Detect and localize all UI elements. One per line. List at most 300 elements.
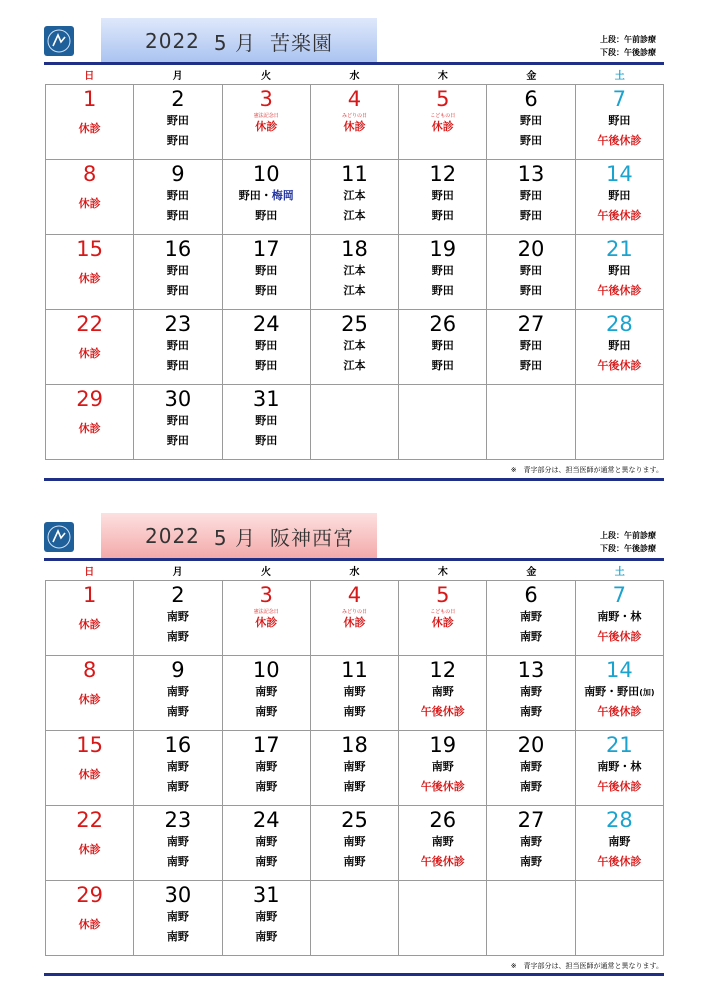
- day-number: 15: [76, 237, 103, 261]
- closed-label: 休診: [78, 693, 101, 706]
- header-rule: [44, 62, 664, 65]
- morning-doctor: [134, 907, 221, 927]
- calendar-day-cell: [134, 731, 222, 806]
- calendar-day-cell: [46, 656, 134, 731]
- weekday-label: 月: [172, 71, 183, 82]
- weekday-label: 月: [172, 567, 183, 578]
- day-number: 21: [605, 733, 633, 757]
- afternoon-doctor: 南野: [255, 930, 278, 943]
- day-number: [399, 883, 486, 907]
- calendar-day-cell: [487, 385, 575, 460]
- closed-label: 休診: [78, 843, 101, 856]
- day-number: 24: [252, 808, 280, 832]
- day-number: [576, 883, 663, 907]
- calendar-grid: [45, 84, 664, 460]
- morning-doctor-name: 南野: [343, 835, 366, 848]
- afternoon-doctor: 江本: [343, 209, 366, 222]
- morning-doctor-name: 南野: [166, 760, 189, 773]
- calendar-day-cell: [310, 881, 398, 956]
- day-number: 3: [259, 583, 273, 607]
- morning-doctor: [487, 336, 574, 356]
- morning-doctor: [223, 186, 310, 206]
- day-number: 21: [605, 237, 633, 261]
- calendar-day-cell: [222, 656, 310, 731]
- morning-doctor-name: 江本: [343, 339, 366, 352]
- clinic-logo: [44, 522, 74, 552]
- morning-doctor-name: 南野: [431, 835, 454, 848]
- day-number: 31: [252, 387, 280, 411]
- calendar-day-cell: [487, 731, 575, 806]
- morning-doctor: [576, 186, 663, 206]
- morning-doctor-name: 江本: [343, 189, 366, 202]
- afternoon-doctor: 野田: [431, 359, 454, 372]
- morning-doctor-name: 南野: [166, 610, 189, 623]
- day-number: 9: [171, 162, 185, 186]
- morning-doctor-name: 南野: [608, 835, 631, 848]
- morning-doctor: [576, 832, 663, 852]
- day-number: 11: [341, 658, 368, 682]
- banner-year: 2022: [145, 29, 200, 53]
- morning-doctor-name: 野田: [431, 189, 454, 202]
- afternoon-doctor: 午後休診: [420, 780, 465, 793]
- morning-doctor-name: 野田: [255, 339, 278, 352]
- calendar-day-cell: [575, 881, 663, 956]
- morning-doctor: [576, 111, 663, 131]
- afternoon-doctor: 南野: [343, 705, 366, 718]
- morning-doctor-name: 野田: [520, 114, 543, 127]
- afternoon-doctor: 野田: [520, 209, 543, 222]
- calendar-day-cell: [222, 235, 310, 310]
- doctor-note: (加): [639, 688, 655, 697]
- morning-doctor: [134, 832, 221, 852]
- day-number: 16: [164, 237, 192, 261]
- weekday-label: 火: [261, 71, 272, 82]
- afternoon-doctor: 野田: [520, 134, 543, 147]
- morning-doctor-name: 南野・林: [597, 760, 642, 773]
- afternoon-doctor: 南野: [520, 630, 543, 643]
- weekday-label: 火: [261, 567, 272, 578]
- day-number: 8: [82, 658, 97, 682]
- morning-doctor-name: 野田: [431, 339, 454, 352]
- footnote: ※ 青字部分は、担当医師が通常と異なります。: [510, 962, 663, 970]
- closed-label: 休診: [343, 616, 366, 629]
- holiday-name: こどもの日: [430, 113, 456, 119]
- afternoon-doctor: 南野: [520, 705, 543, 718]
- calendar-day-cell: [575, 235, 663, 310]
- banner-clinic: 阪神西宮: [270, 525, 354, 550]
- day-number: 10: [252, 658, 280, 682]
- morning-doctor: [311, 186, 398, 206]
- morning-doctor-name: 南野: [166, 910, 189, 923]
- morning-doctor-name: 南野: [520, 685, 543, 698]
- calendar-day-cell: [399, 235, 487, 310]
- day-number: 23: [164, 312, 192, 336]
- morning-doctor-name: 野田: [608, 264, 631, 277]
- calendar-day-cell: [575, 85, 663, 160]
- day-number: 11: [341, 162, 368, 186]
- morning-doctor-name: 野田: [166, 189, 189, 202]
- closed-label: 休診: [78, 197, 101, 210]
- day-number: 17: [252, 237, 280, 261]
- weekday-label: 木: [437, 567, 448, 578]
- morning-doctor: [134, 261, 221, 281]
- calendar-day-cell: [46, 881, 134, 956]
- calendar-day-cell: [487, 656, 575, 731]
- morning-doctor: [576, 336, 663, 356]
- calendar-day-cell: [310, 235, 398, 310]
- calendar-day-cell: [222, 806, 310, 881]
- calendar-day-cell: [575, 581, 663, 656]
- calendar-week-row: [46, 310, 664, 385]
- afternoon-doctor: 南野: [520, 780, 543, 793]
- calendar-day-cell: [575, 385, 663, 460]
- morning-doctor-name: 南野: [255, 685, 278, 698]
- calendar-grid: [45, 580, 664, 956]
- footer-rule: [44, 973, 664, 976]
- afternoon-doctor: 南野: [343, 780, 366, 793]
- day-number: [487, 883, 574, 907]
- morning-doctor: [399, 832, 486, 852]
- day-number: 19: [429, 733, 457, 757]
- calendar-week-row: [46, 881, 664, 956]
- day-number: 13: [517, 658, 545, 682]
- day-number: 3: [259, 87, 273, 111]
- afternoon-doctor: 野田: [166, 359, 189, 372]
- morning-doctor-name: 野田: [166, 339, 189, 352]
- day-number: 4: [347, 87, 362, 111]
- calendar-day-cell: [310, 85, 398, 160]
- day-number: 18: [341, 733, 368, 757]
- footer-rule: [44, 478, 664, 481]
- afternoon-doctor: 南野: [166, 855, 189, 868]
- afternoon-doctor: 野田: [255, 359, 278, 372]
- calendar-day-cell: [134, 160, 222, 235]
- morning-doctor: [134, 607, 221, 627]
- calendar-day-cell: [487, 160, 575, 235]
- calendar-day-cell: [222, 581, 310, 656]
- afternoon-doctor: 午後休診: [420, 705, 465, 718]
- banner-month: 5 月: [213, 525, 256, 550]
- calendar-day-cell: [575, 656, 663, 731]
- closed-label: 休診: [78, 122, 101, 135]
- day-number: 5: [436, 87, 450, 111]
- day-number: 31: [252, 883, 280, 907]
- afternoon-doctor: 南野: [166, 705, 189, 718]
- morning-doctor: [223, 336, 310, 356]
- morning-doctor-name: 野田: [255, 414, 278, 427]
- calendar-day-cell: [46, 235, 134, 310]
- morning-doctor-name: 野田: [608, 114, 631, 127]
- afternoon-doctor: 午後休診: [597, 209, 642, 222]
- morning-doctor: [134, 757, 221, 777]
- clinic-logo: [44, 26, 74, 56]
- morning-doctor-name: 野田: [520, 189, 543, 202]
- day-number: 9: [171, 658, 185, 682]
- day-number: [576, 387, 663, 411]
- weekday-label: 土: [614, 71, 625, 82]
- calendar-day-cell: [134, 581, 222, 656]
- afternoon-doctor: 午後休診: [597, 134, 642, 147]
- morning-doctor-name: 南野: [343, 760, 366, 773]
- calendar-day-cell: [310, 385, 398, 460]
- day-number: 20: [517, 733, 545, 757]
- afternoon-doctor: 午後休診: [597, 284, 642, 297]
- calendar-day-cell: [134, 806, 222, 881]
- morning-doctor: [399, 261, 486, 281]
- closed-label: 休診: [255, 616, 278, 629]
- calendar-week-row: [46, 731, 664, 806]
- afternoon-doctor: 野田: [166, 284, 189, 297]
- morning-doctor: [223, 757, 310, 777]
- legend-am: 上段：午前診療: [600, 35, 656, 44]
- calendar-day-cell: [222, 385, 310, 460]
- calendar-day-cell: [487, 235, 575, 310]
- afternoon-doctor: 午後休診: [597, 359, 642, 372]
- afternoon-doctor: 午後休診: [597, 780, 642, 793]
- afternoon-doctor: 江本: [343, 284, 366, 297]
- calendar-week-row: [46, 235, 664, 310]
- calendar-banner: [101, 18, 377, 64]
- calendar-day-cell: [134, 385, 222, 460]
- morning-doctor: [311, 261, 398, 281]
- holiday-name: こどもの日: [430, 609, 456, 615]
- morning-doctor: [576, 261, 663, 281]
- morning-doctor: [576, 757, 663, 777]
- weekday-label: 金: [526, 71, 537, 82]
- weekday-label: 日: [84, 567, 95, 578]
- calendar-day-cell: [46, 160, 134, 235]
- afternoon-doctor: 野田: [431, 284, 454, 297]
- afternoon-doctor: 野田: [520, 359, 543, 372]
- afternoon-doctor: 午後休診: [597, 705, 642, 718]
- afternoon-doctor: 野田: [166, 434, 189, 447]
- morning-doctor-name: 野田: [166, 414, 189, 427]
- calendar-day-cell: [310, 160, 398, 235]
- morning-doctor: [576, 607, 663, 627]
- footnote: ※ 青字部分は、担当医師が通常と異なります。: [510, 466, 663, 474]
- afternoon-doctor: 野田: [431, 209, 454, 222]
- day-number: 24: [252, 312, 280, 336]
- day-number: 23: [164, 808, 192, 832]
- afternoon-doctor: 南野: [255, 705, 278, 718]
- morning-doctor: [311, 832, 398, 852]
- calendar-day-cell: [134, 85, 222, 160]
- closed-label: 休診: [431, 120, 454, 133]
- day-number: 22: [76, 312, 103, 336]
- closed-label: 休診: [78, 422, 101, 435]
- calendar-day-cell: [222, 310, 310, 385]
- day-number: 12: [429, 658, 457, 682]
- calendar-day-cell: [575, 310, 663, 385]
- afternoon-doctor: 野田: [520, 284, 543, 297]
- afternoon-doctor: 南野: [520, 855, 543, 868]
- calendar-day-cell: [134, 310, 222, 385]
- day-number: 17: [252, 733, 280, 757]
- legend-am: 上段：午前診療: [600, 531, 656, 540]
- closed-label: 休診: [255, 120, 278, 133]
- morning-doctor: [311, 682, 398, 702]
- afternoon-doctor: 野田: [255, 434, 278, 447]
- morning-doctor-name: 野田: [520, 339, 543, 352]
- morning-doctor-name: 野田: [608, 189, 631, 202]
- day-number: [487, 387, 574, 411]
- morning-doctor-name: 南野: [166, 685, 189, 698]
- day-number: 12: [429, 162, 457, 186]
- calendar-day-cell: [575, 160, 663, 235]
- calendar-day-cell: [134, 656, 222, 731]
- calendar-day-cell: [487, 310, 575, 385]
- day-number: 14: [605, 658, 633, 682]
- logo-emblem-icon: [46, 524, 72, 550]
- day-number: 18: [341, 237, 368, 261]
- banner-clinic: 苦楽園: [270, 30, 333, 55]
- calendar-day-cell: [46, 310, 134, 385]
- calendar-week-row: [46, 160, 664, 235]
- closed-label: 休診: [431, 616, 454, 629]
- calendar-day-cell: [310, 731, 398, 806]
- afternoon-doctor: 午後休診: [597, 855, 642, 868]
- day-number: 28: [605, 312, 633, 336]
- morning-doctor-name: 南野: [166, 835, 189, 848]
- calendar-week-row: [46, 385, 664, 460]
- day-number: 6: [524, 583, 538, 607]
- day-number: 26: [429, 312, 457, 336]
- calendar-day-cell: [487, 881, 575, 956]
- day-number: 26: [429, 808, 457, 832]
- day-number: 14: [605, 162, 633, 186]
- banner-month: 5 月: [213, 30, 256, 55]
- morning-doctor: [487, 832, 574, 852]
- closed-label: 休診: [78, 272, 101, 285]
- morning-doctor: [311, 757, 398, 777]
- calendar-day-cell: [222, 85, 310, 160]
- morning-doctor-name: 野田: [166, 264, 189, 277]
- morning-doctor: [134, 111, 221, 131]
- calendar-day-cell: [487, 85, 575, 160]
- day-number: 7: [612, 583, 627, 607]
- calendar-day-cell: [46, 581, 134, 656]
- holiday-name: 憲法記念日: [253, 609, 279, 615]
- calendar-week-row: [46, 581, 664, 656]
- substitute-doctor-name: 梅岡: [271, 189, 294, 202]
- morning-doctor: [134, 682, 221, 702]
- calendar-day-cell: [575, 731, 663, 806]
- holiday-name: 憲法記念日: [253, 113, 279, 119]
- closed-label: 休診: [343, 120, 366, 133]
- holiday-name: みどりの日: [341, 609, 367, 615]
- banner-year: 2022: [145, 524, 200, 548]
- afternoon-doctor: 南野: [166, 780, 189, 793]
- calendar-day-cell: [222, 731, 310, 806]
- morning-doctor-name: 南野: [255, 910, 278, 923]
- legend: [600, 33, 656, 59]
- day-number: 2: [171, 583, 185, 607]
- calendar-day-cell: [46, 85, 134, 160]
- morning-doctor-name: 野田: [431, 264, 454, 277]
- calendar-day-cell: [134, 881, 222, 956]
- day-number: 30: [164, 387, 192, 411]
- closed-label: 休診: [78, 918, 101, 931]
- weekday-header: [45, 566, 664, 580]
- morning-doctor: [134, 411, 221, 431]
- morning-doctor: [487, 757, 574, 777]
- calendar-day-cell: [399, 85, 487, 160]
- header-rule: [44, 558, 664, 561]
- calendar-day-cell: [134, 235, 222, 310]
- day-number: 2: [171, 87, 185, 111]
- calendar-day-cell: [399, 581, 487, 656]
- calendar-day-cell: [222, 881, 310, 956]
- day-number: 25: [341, 312, 368, 336]
- afternoon-doctor: 江本: [343, 359, 366, 372]
- calendar-day-cell: [310, 656, 398, 731]
- morning-doctor-name: 野田: [255, 264, 278, 277]
- calendar-day-cell: [310, 310, 398, 385]
- day-number: 27: [517, 312, 545, 336]
- calendar-day-cell: [46, 385, 134, 460]
- afternoon-doctor: 南野: [166, 630, 189, 643]
- calendar-day-cell: [46, 806, 134, 881]
- day-number: 20: [517, 237, 545, 261]
- calendar-day-cell: [399, 881, 487, 956]
- morning-doctor: [134, 336, 221, 356]
- legend-pm: 下段：午後診療: [600, 48, 656, 57]
- day-number: 29: [76, 387, 103, 411]
- morning-doctor: [487, 261, 574, 281]
- morning-doctor: [399, 757, 486, 777]
- afternoon-doctor: 午後休診: [597, 630, 642, 643]
- legend-pm: 下段：午後診療: [600, 544, 656, 553]
- weekday-label: 水: [349, 71, 360, 82]
- day-number: 4: [347, 583, 362, 607]
- day-number: 25: [341, 808, 368, 832]
- calendar-day-cell: [399, 160, 487, 235]
- day-number: 29: [76, 883, 103, 907]
- logo-emblem-icon: [46, 28, 72, 54]
- morning-doctor-name: 南野: [520, 835, 543, 848]
- day-number: 5: [436, 583, 450, 607]
- morning-doctor-name: 野田: [520, 264, 543, 277]
- morning-doctor-name: 南野: [343, 685, 366, 698]
- morning-doctor-name: 江本: [343, 264, 366, 277]
- day-number: [311, 387, 398, 411]
- closed-label: 休診: [78, 347, 101, 360]
- closed-label: 休診: [78, 768, 101, 781]
- morning-doctor: [487, 607, 574, 627]
- weekday-label: 木: [437, 71, 448, 82]
- afternoon-doctor: 野田: [166, 209, 189, 222]
- day-number: 19: [429, 237, 457, 261]
- morning-doctor: [487, 186, 574, 206]
- calendar-day-cell: [399, 656, 487, 731]
- calendar-day-cell: [399, 385, 487, 460]
- calendar-week-row: [46, 656, 664, 731]
- calendar-day-cell: [46, 731, 134, 806]
- calendar-day-cell: [487, 581, 575, 656]
- morning-doctor-name: 南野: [255, 835, 278, 848]
- morning-doctor: [223, 832, 310, 852]
- morning-doctor-name: 野田・: [238, 189, 272, 202]
- weekday-label: 金: [526, 567, 537, 578]
- calendar-day-cell: [310, 806, 398, 881]
- morning-doctor: [576, 682, 663, 702]
- morning-doctor-name: 南野・林: [597, 610, 642, 623]
- day-number: 1: [82, 583, 97, 607]
- morning-doctor-name: 野田: [166, 114, 189, 127]
- morning-doctor-name: 野田: [608, 339, 631, 352]
- day-number: 30: [164, 883, 192, 907]
- morning-doctor: [223, 682, 310, 702]
